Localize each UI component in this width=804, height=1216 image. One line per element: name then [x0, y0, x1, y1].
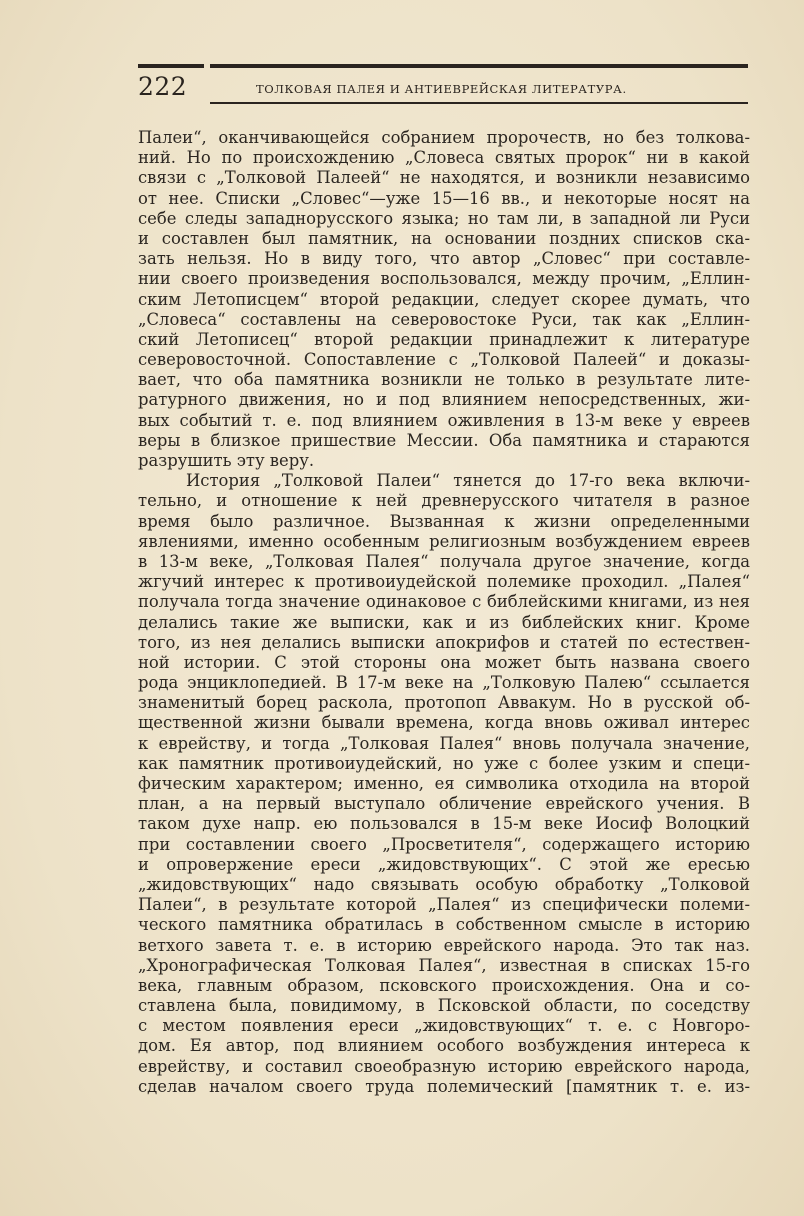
- text-line: „Словеса“ составлены на северовостоке Руси, так как „Еллин-: [138, 309, 750, 329]
- text-line: и опровержение ереси „жидовствующих“. С этой же ересью: [138, 854, 750, 874]
- text-line: ставлена была, повидимому, в Псковской области, по соседству: [138, 996, 750, 1016]
- text-line: себе следы западнорусского языка; но там ли, в западной ли Руси: [138, 208, 750, 228]
- text-line: щественной жизни бывали времена, когда вновь оживал интерес: [138, 713, 750, 733]
- text-line: „Хронографическая Толковая Палея“, известная в списках 15-го: [138, 955, 750, 975]
- header-rule-left: [138, 64, 204, 68]
- text-line: делались такие же выписки, как и из библейских книг. Кроме: [138, 612, 750, 632]
- text-line: дом. Ея автор, под влиянием особого возбуждения интереса к: [138, 1036, 750, 1056]
- text-line: план, а на первый выступало обличение еврейского учения. В: [138, 794, 750, 814]
- text-line: в 13-м веке, „Толковая Палея“ получала другое значение, когда: [138, 551, 750, 571]
- text-line: от нее. Списки „Словес“—уже 15—16 вв., и некоторые носят на: [138, 188, 750, 208]
- text-line: зать нельзя. Но в виду того, что автор „Словес“ при составле-: [138, 249, 750, 269]
- text-line: нии своего произведения воспользовался, между прочим, „Еллин-: [138, 269, 750, 289]
- running-title: ТОЛКОВАЯ ПАЛЕЯ И АНТИЕВРЕЙСКАЯ ЛИТЕРАТУРА.: [256, 82, 627, 96]
- text-line: ной истории. С этой стороны она может быть названа своего: [138, 652, 750, 672]
- text-line: Палеи“, оканчивающейся собранием пророчеств, но без толкова-: [138, 128, 750, 147]
- text-line: знаменитый борец раскола, протопоп Аввакум. Но в русской об-: [138, 693, 750, 713]
- text-line: связи с „Толковой Палеей“ не находятся, и возникли независимо: [138, 168, 750, 188]
- text-line: и составлен был памятник, на основании поздних списков ска-: [138, 228, 750, 248]
- text-line: того, из нея делались выписки апокрифов и статей по естествен-: [138, 632, 750, 652]
- text-line: еврейству, и составил своеобразную историю еврейского народа,: [138, 1056, 750, 1076]
- header-rule-bottom: [210, 102, 748, 104]
- page-header: [138, 64, 748, 108]
- paragraph-first-line: История „Толковой Палеи“ тянется до 17-го века включи-: [186, 471, 750, 491]
- header-rule-right: [210, 64, 748, 68]
- text-line: ский Летописец“ второй редакции принадлежит к литературе: [138, 329, 750, 349]
- text-line: веры в близкое пришествие Мессии. Оба памятника и стараются: [138, 430, 750, 450]
- paragraph-end-line: разрушить эту веру.: [138, 451, 315, 470]
- text-line: ний. Но по происхождению „Словеса святых пророк“ ни в какой: [138, 148, 750, 168]
- text-line: Палеи“, в результате которой „Палея“ из специфически полеми-: [138, 895, 750, 915]
- page-number: 222: [138, 72, 188, 101]
- text-line: ветхого завета т. е. в историю еврейского народа. Это так наз.: [138, 935, 750, 955]
- text-line: таком духе напр. ею пользовался в 15-м веке Иосиф Волоцкий: [138, 814, 750, 834]
- text-line: время было различное. Вызванная к жизни определенными: [138, 511, 750, 531]
- text-line: жгучий интерес к противоиудейской полемике проходил. „Палея“: [138, 572, 750, 592]
- text-line: ратурного движения, но и под влиянием непосредственных, жи-: [138, 390, 750, 410]
- text-line: „жидовствующих“ надо связывать особую обработку „Толковой: [138, 874, 750, 894]
- text-line: северовосточной. Сопоставление с „Толковой Палеей“ и доказы-: [138, 350, 750, 370]
- text-line: века, главным образом, псковского происхождения. Она и со-: [138, 975, 750, 995]
- text-line: при составлении своего „Просветителя“, содержащего историю: [138, 834, 750, 854]
- text-line: фическим характером; именно, ея символика отходила на второй: [138, 774, 750, 793]
- text-line: тельно, и отношение к ней древнерусского читателя в разное: [138, 491, 750, 511]
- text-line: явлениями, именно особенным религиозным возбуждением евреев: [138, 531, 750, 551]
- text-line: вых событий т. е. под влиянием оживления в 13-м веке у евреев: [138, 410, 750, 430]
- text-line: сделав началом своего труда полемический [памятник т. е. из-: [138, 1076, 750, 1096]
- text-line: как памятник противоиудейский, но уже с более узким и специ-: [138, 753, 750, 773]
- text-line: получала тогда значение одинаковое с библейскими книгами, из нея: [138, 592, 750, 612]
- text-line: ческого памятника обратилась в собственном смысле в историю: [138, 915, 750, 935]
- text-line: рода энциклопедией. В 17-м веке на „Толковую Палею“ ссылается: [138, 673, 750, 693]
- text-line: ским Летописцем“ второй редакции, следует скорее думать, что: [138, 289, 750, 309]
- text-line: с местом появления ереси „жидовствующих“ т. е. с Новгоро-: [138, 1016, 750, 1036]
- body-text: [138, 128, 750, 1097]
- text-line: к еврейству, и тогда „Толковая Палея“ вновь получала значение,: [138, 733, 750, 753]
- text-line: вает, что оба памятника возникли не только в результате лите-: [138, 370, 750, 390]
